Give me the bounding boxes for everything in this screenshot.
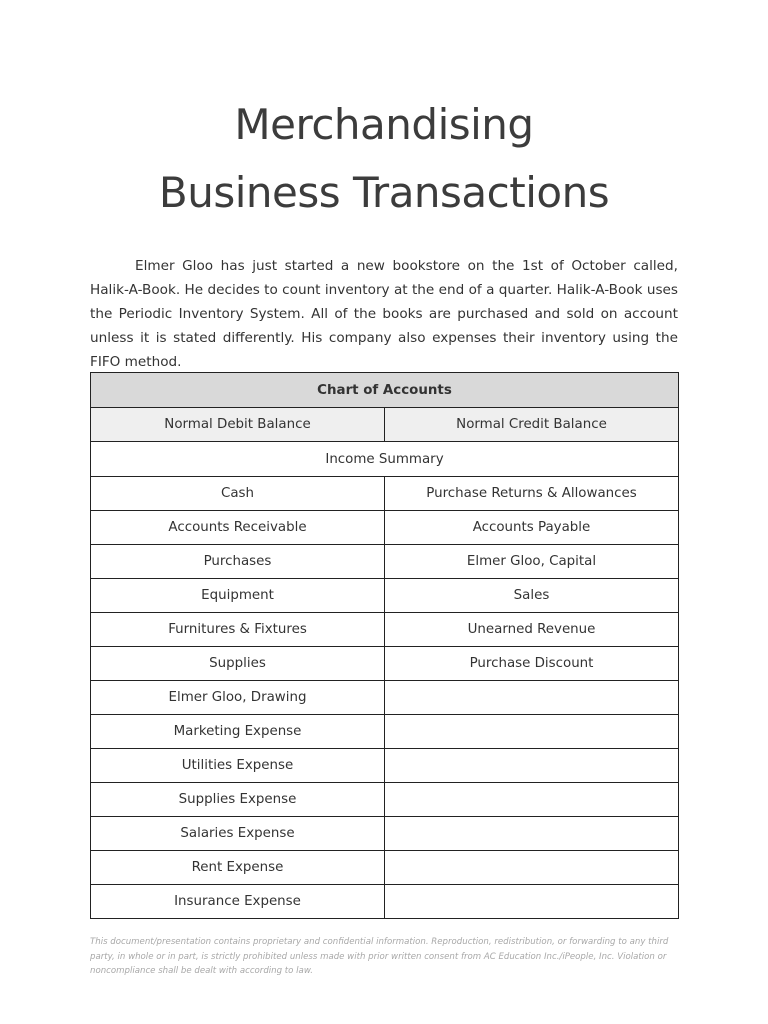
credit-account-cell: [385, 783, 679, 817]
credit-account-cell: Sales: [385, 579, 679, 613]
debit-account-cell: Marketing Expense: [91, 715, 385, 749]
chart-of-accounts-table: [90, 372, 679, 919]
credit-account-cell: [385, 817, 679, 851]
table-caption-row: [91, 373, 679, 408]
table-row: [91, 477, 679, 511]
debit-account-cell: Elmer Gloo, Drawing: [91, 681, 385, 715]
confidentiality-notice: This document/presentation contains proprietary and confidential information. Reproduction, redistribution, or forwarding to any third party, in whole or in part, is strictly prohibited unless made with prior written consent from AC Education Inc./iPeople, Inc. Violation or noncompliance shall be dealt with according to law.: [90, 937, 669, 976]
page-title-line-1: Merchandising: [234, 100, 534, 149]
debit-account-cell: Rent Expense: [91, 851, 385, 885]
table-row: [91, 442, 679, 477]
debit-account-cell: Utilities Expense: [91, 749, 385, 783]
credit-account-cell: [385, 681, 679, 715]
table-row: [91, 885, 679, 919]
table-row: [91, 511, 679, 545]
table-row: [91, 681, 679, 715]
table-row: [91, 579, 679, 613]
table-row: [91, 817, 679, 851]
credit-account-cell: [385, 715, 679, 749]
debit-account-cell: Salaries Expense: [91, 817, 385, 851]
table-caption: Chart of Accounts: [91, 373, 679, 408]
credit-account-cell: [385, 885, 679, 919]
debit-column-header: Normal Debit Balance: [91, 408, 385, 442]
credit-account-cell: [385, 851, 679, 885]
page-title-line-2: Business Transactions: [158, 168, 610, 217]
table-row: [91, 715, 679, 749]
table-row: [91, 647, 679, 681]
table-row: [91, 613, 679, 647]
debit-account-cell: Accounts Receivable: [91, 511, 385, 545]
debit-account-cell: Cash: [91, 477, 385, 511]
table-row: [91, 851, 679, 885]
credit-account-cell: Purchase Discount: [385, 647, 679, 681]
credit-column-header: Normal Credit Balance: [385, 408, 679, 442]
credit-account-cell: Accounts Payable: [385, 511, 679, 545]
credit-account-cell: Elmer Gloo, Capital: [385, 545, 679, 579]
debit-account-cell: Supplies Expense: [91, 783, 385, 817]
debit-account-cell: Insurance Expense: [91, 885, 385, 919]
table-row: [91, 545, 679, 579]
intro-paragraph: Elmer Gloo has just started a new bookstore on the 1st of October called, Halik-A-Book. He decides to count inventory at the end of a quarter. Halik-A-Book uses the Periodic Inventory System. All of the books are purchased and sold on account unless it is stated differently. His company also expenses their inventory using the FIFO method.: [90, 258, 678, 370]
debit-account-cell: Purchases: [91, 545, 385, 579]
debit-account-cell: Furnitures & Fixtures: [91, 613, 385, 647]
table-row: [91, 749, 679, 783]
debit-account-cell: Equipment: [91, 579, 385, 613]
table-header-row: [91, 408, 679, 442]
debit-account-cell: Supplies: [91, 647, 385, 681]
credit-account-cell: Purchase Returns & Allowances: [385, 477, 679, 511]
credit-account-cell: [385, 749, 679, 783]
income-summary-cell: Income Summary: [91, 442, 679, 477]
credit-account-cell: Unearned Revenue: [385, 613, 679, 647]
table-row: [91, 783, 679, 817]
